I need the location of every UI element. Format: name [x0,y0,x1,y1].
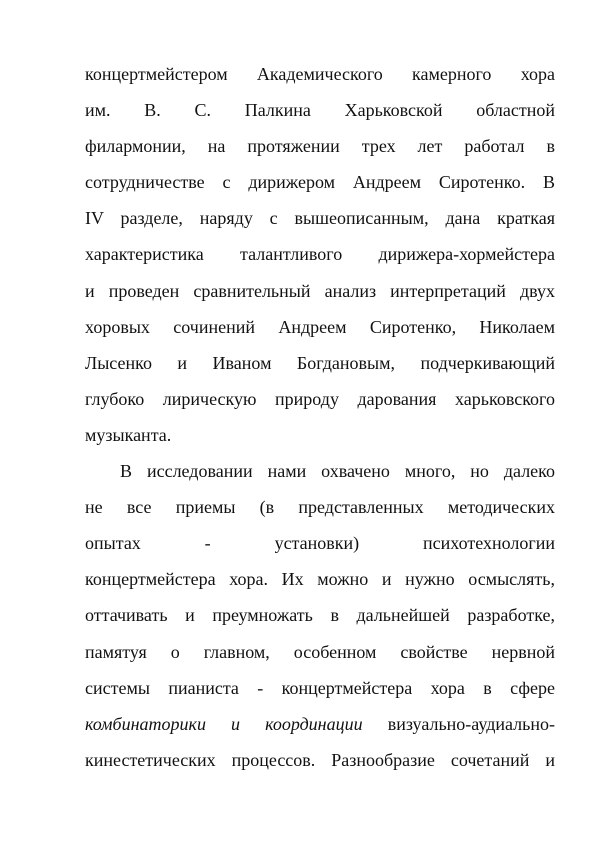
text-line: кинестетических процессов. Разнообразие сочетаний и [85,749,555,770]
text-line [85,706,555,742]
paragraph-first-line: В исследовании нами охвачено много, но далеко [120,461,555,482]
text-line: концертмейстера хора. Их можно и нужно осмыслять, [85,569,555,590]
text-line: оттачивать и преумножать в дальнейшей разработке, [85,605,555,626]
paragraph-end-line: музыканта. [85,424,172,445]
text-line: памятуя о главном, особенном свойстве нервной [85,641,555,662]
text-line: опытах - установки) психотехнологии [85,533,555,554]
text-line: IV разделе, наряду с вышеописанным, дана краткая [85,208,555,229]
text-line: и проведен сравнительный анализ интерпретаций двух [85,280,555,301]
text-line: Лысенко и Иваном Богдановым, подчеркивающий [85,352,555,373]
text-line: концертмейстером Академического камерного хора [85,64,555,84]
line-rest: визуально-аудиально- [362,713,555,734]
text-line: системы пианиста - концертмейстера хора в сфере [85,677,555,698]
text-line: глубоко лирическую природу дарования харьковского [85,388,555,409]
italic-phrase: комбинаторики и координации [85,713,363,734]
text-line: сотрудничестве с дирижером Андреем Сиротенко. В [85,172,555,193]
text-line: характеристика талантливого дирижера-хормейстера [85,244,555,265]
text-line: не все приемы (в представленных методических [85,497,555,518]
body-text [85,56,555,778]
text-line: им. В. С. Палкина Харьковской областной [85,100,555,121]
text-line: филармонии, на протяжении трех лет работал в [85,136,555,157]
text-line: хоровых сочинений Андреем Сиротенко, Николаем [85,316,555,337]
